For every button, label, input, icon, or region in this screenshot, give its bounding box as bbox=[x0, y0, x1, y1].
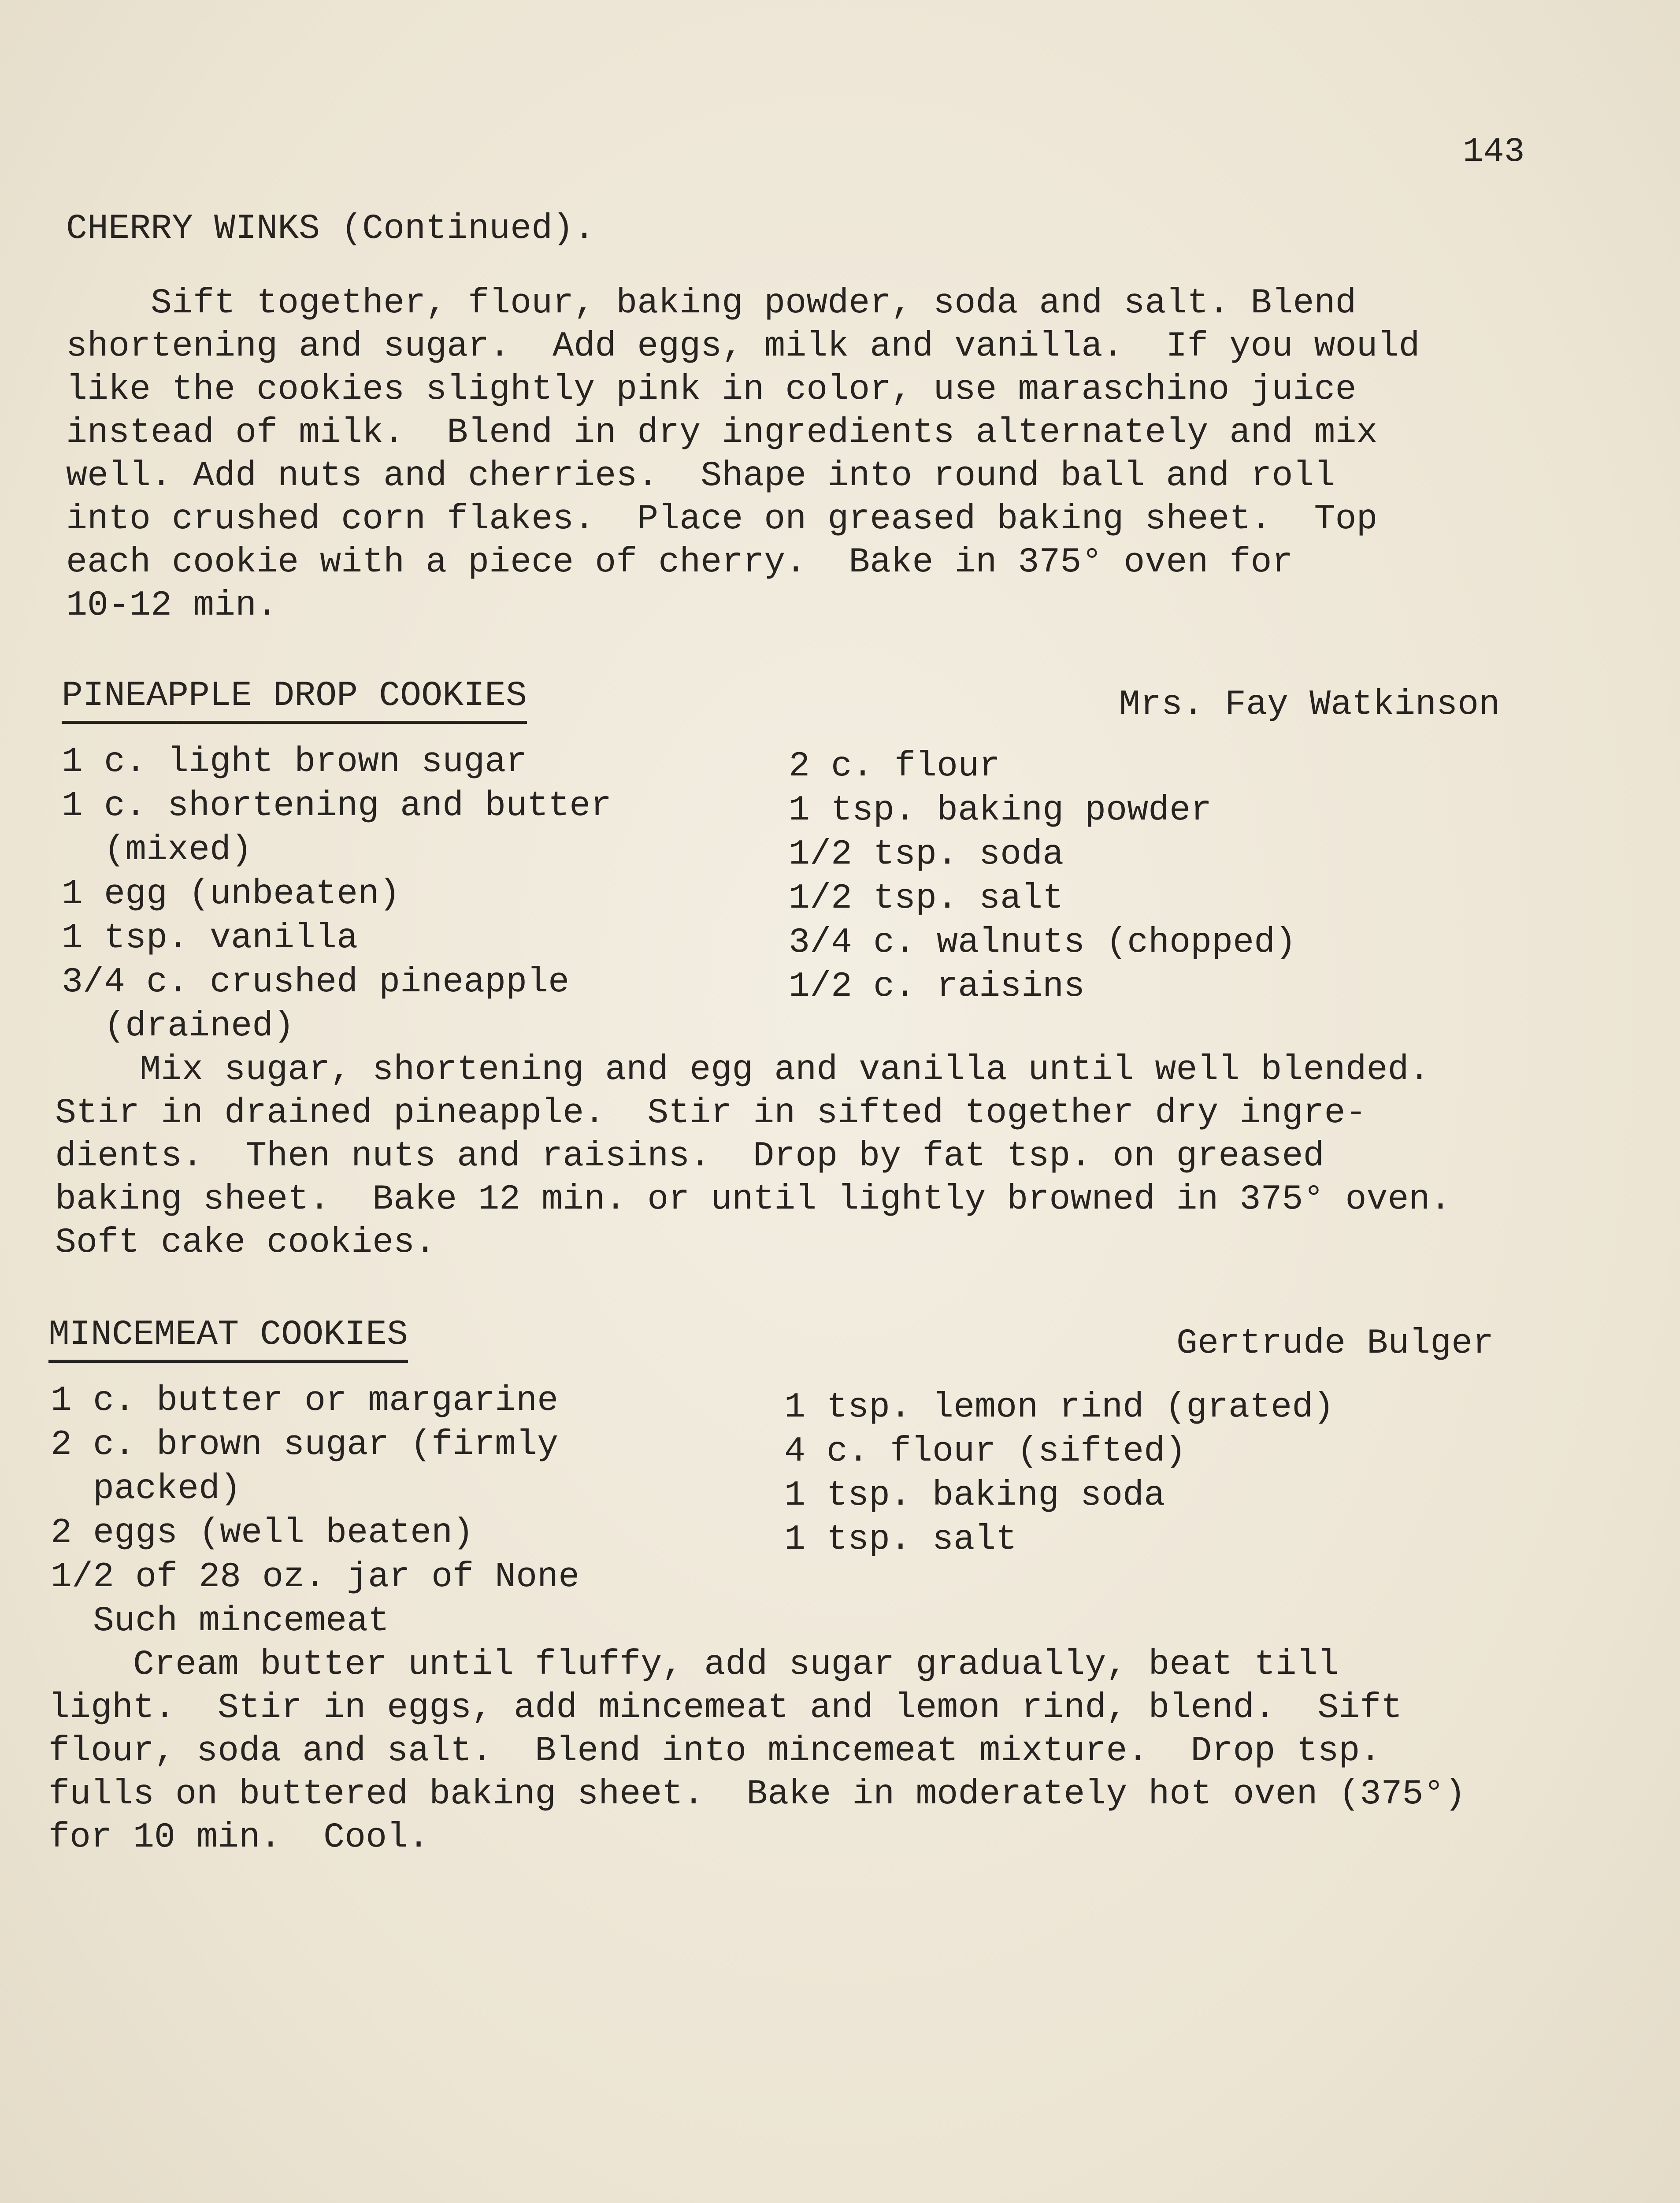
recipe-directions-pineapple bbox=[55, 1049, 1451, 1265]
ingredient: 1 tsp. vanilla bbox=[62, 918, 358, 958]
ingredient: Such mincemeat bbox=[51, 1601, 389, 1641]
direction-line: baking sheet. Bake 12 min. or until lightly browned in 375° oven. bbox=[55, 1179, 1451, 1220]
recipe-title-mincemeat-cookies: MINCEMEAT COOKIES bbox=[48, 1313, 408, 1363]
direction-line: instead of milk. Blend in dry ingredients alternately and mix bbox=[66, 413, 1378, 453]
direction-line: shortening and sugar. Add eggs, milk and vanilla. If you would bbox=[66, 326, 1420, 367]
recipe-title-cherry-winks: CHERRY WINKS (Continued). bbox=[66, 209, 595, 249]
direction-line: like the cookies slightly pink in color, use maraschino juice bbox=[66, 370, 1357, 410]
direction-line: well. Add nuts and cherries. Shape into round ball and roll bbox=[66, 456, 1335, 496]
direction-line: flour, soda and salt. Blend into mincemeat mixture. Drop tsp. bbox=[48, 1731, 1381, 1771]
direction-line: for 10 min. Cool. bbox=[48, 1817, 430, 1858]
ingredient: 1 tsp. baking powder bbox=[789, 790, 1212, 831]
ingredient: 1 tsp. salt bbox=[784, 1520, 1017, 1560]
direction-line: Cream butter until fluffy, add sugar gradually, beat till bbox=[48, 1645, 1339, 1685]
ingredient: 1/2 tsp. salt bbox=[789, 879, 1064, 919]
recipe-author-mincemeat: Gertrude Bulger bbox=[1176, 1324, 1494, 1364]
direction-line: dients. Then nuts and raisins. Drop by fat tsp. on greased bbox=[55, 1136, 1324, 1176]
ingredient: 2 c. flour bbox=[789, 746, 1001, 786]
direction-line: 10-12 min. bbox=[66, 586, 278, 626]
ingredient: 3/4 c. walnuts (chopped) bbox=[789, 923, 1297, 963]
ingredients-left-pineapple bbox=[62, 740, 612, 1049]
ingredient: 2 eggs (well beaten) bbox=[51, 1513, 474, 1553]
ingredient: packed) bbox=[51, 1469, 241, 1509]
ingredients-right-mincemeat bbox=[784, 1386, 1334, 1562]
ingredient: (drained) bbox=[62, 1006, 295, 1046]
ingredient: 3/4 c. crushed pineapple bbox=[62, 962, 570, 1002]
ingredients-left-mincemeat bbox=[51, 1379, 579, 1643]
ingredient: 4 c. flour (sifted) bbox=[784, 1432, 1187, 1472]
direction-line: light. Stir in eggs, add mincemeat and lemon rind, blend. Sift bbox=[48, 1688, 1402, 1728]
ingredient: 2 c. brown sugar (firmly bbox=[51, 1425, 559, 1465]
ingredient: 1 tsp. lemon rind (grated) bbox=[784, 1387, 1335, 1428]
ingredient: 1 c. light brown sugar bbox=[62, 742, 527, 782]
recipe-author-pineapple: Mrs. Fay Watkinson bbox=[1119, 685, 1500, 725]
ingredient: 1 egg (unbeaten) bbox=[62, 874, 401, 914]
page-number: 143 bbox=[1463, 133, 1525, 171]
recipe-title-pineapple-drop-cookies: PINEAPPLE DROP COOKIES bbox=[62, 674, 527, 724]
ingredients-right-pineapple bbox=[789, 745, 1296, 1009]
ingredient: 1/2 tsp. soda bbox=[789, 834, 1064, 875]
direction-line: fulls on buttered baking sheet. Bake in moderately hot oven (375°) bbox=[48, 1774, 1466, 1814]
recipe-directions-cherry-winks bbox=[66, 282, 1420, 627]
direction-line: Soft cake cookies. bbox=[55, 1223, 436, 1263]
direction-line: each cookie with a piece of cherry. Bake in 375° oven for bbox=[66, 542, 1293, 582]
ingredient: 1 c. shortening and butter bbox=[62, 786, 612, 826]
ingredient: 1 c. butter or margarine bbox=[51, 1381, 559, 1421]
recipe-directions-mincemeat bbox=[48, 1643, 1466, 1859]
ingredient: 1/2 c. raisins bbox=[789, 967, 1085, 1007]
direction-line: Stir in drained pineapple. Stir in sifted together dry ingre- bbox=[55, 1093, 1367, 1133]
ingredient: 1 tsp. baking soda bbox=[784, 1476, 1165, 1516]
direction-line: Mix sugar, shortening and egg and vanilla until well blended. bbox=[55, 1050, 1430, 1090]
ingredient: (mixed) bbox=[62, 830, 252, 870]
direction-line: into crushed corn flakes. Place on greased baking sheet. Top bbox=[66, 499, 1378, 539]
ingredient: 1/2 of 28 oz. jar of None bbox=[51, 1557, 580, 1597]
direction-line: Sift together, flour, baking powder, soda and salt. Blend bbox=[66, 283, 1357, 323]
